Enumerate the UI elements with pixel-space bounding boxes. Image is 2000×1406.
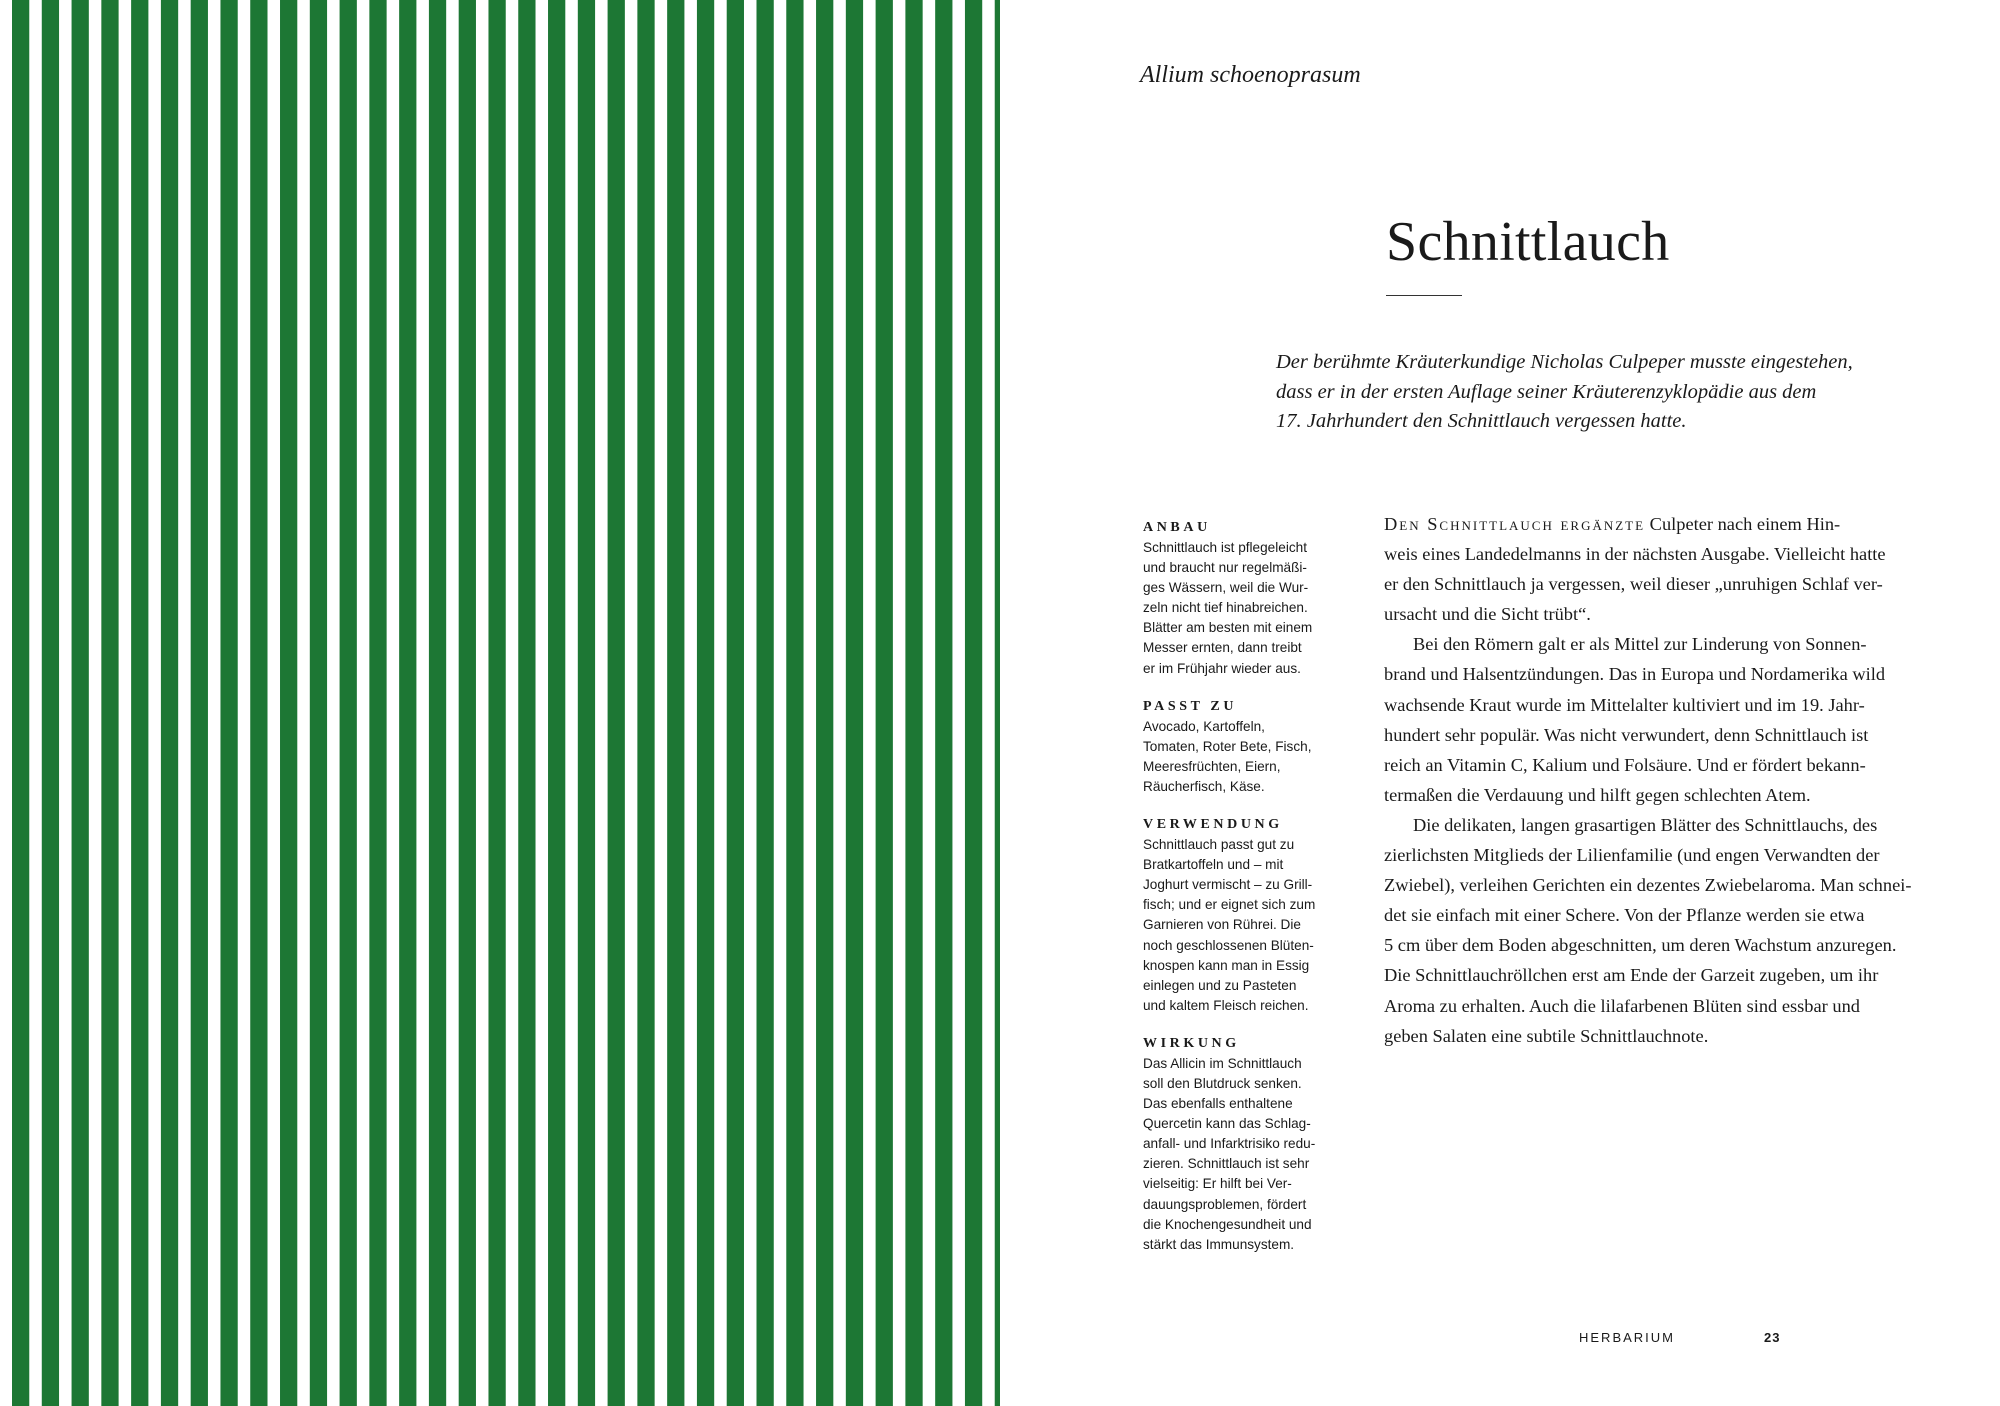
body-text-line: reich an Vitamin C, Kalium und Folsäure. Und er fördert bekann- [1384,754,1866,775]
green-stripe [965,0,982,1406]
green-stripe [816,0,833,1406]
sidebar-text-line: einlegen und zu Pasteten [1143,977,1297,993]
green-stripe [42,0,59,1406]
green-stripe [340,0,357,1406]
green-stripe [637,0,654,1406]
intro-line: Der berühmte Kräuterkundige Nicholas Culpeper musste eingestehen, [1276,351,1853,373]
sidebar-text-line: er im Frühjahr wieder aus. [1143,660,1301,676]
green-stripe [220,0,237,1406]
green-stripe [12,0,29,1406]
green-stripe [608,0,625,1406]
sidebar-text-line: dauungsproblemen, fördert [1143,1196,1307,1212]
body-text-line: Aroma zu erhalten. Auch die lilafarbenen Blüten sind essbar und [1384,995,1860,1016]
green-stripe [697,0,714,1406]
green-stripe [131,0,148,1406]
info-sidebar [1143,518,1353,1273]
body-text-line: weis eines Landedelmanns in der nächsten Ausgabe. Vielleicht hatte [1384,544,1886,565]
sidebar-text-line: die Knochengesundheit und [1143,1216,1312,1232]
title-divider [1386,295,1462,296]
green-stripe [488,0,505,1406]
intro-paragraph [1276,348,1876,437]
green-stripe [161,0,178,1406]
sidebar-text-line: noch geschlossenen Blüten- [1143,937,1314,953]
sidebar-heading: VERWENDUNG [1143,817,1283,833]
sidebar-text-line: und kaltem Fleisch reichen. [1143,997,1309,1013]
sidebar-text-line: Blätter am besten mit einem [1143,620,1313,636]
paragraph-2 [1384,629,1944,810]
green-stripe [191,0,208,1406]
body-text-line: det sie einfach mit einer Schere. Von der Pflanze werden sie etwa [1384,905,1865,926]
green-stripe [429,0,446,1406]
page-number: 23 [1764,1330,1781,1345]
green-stripe [935,0,952,1406]
green-stripe [369,0,386,1406]
sidebar-text-line: vielseitig: Er hilft bei Ver- [1143,1176,1292,1192]
body-text-line: Bei den Römern galt er als Mittel zur Linderung von Sonnen- [1413,634,1867,655]
green-stripe [905,0,922,1406]
sidebar-text-line: und braucht nur regelmäßi- [1143,560,1307,576]
lead-in-smallcaps: Den Schnittlauch ergänzte [1384,514,1646,534]
sidebar-text-line: Tomaten, Roter Bete, Fisch, [1143,738,1312,754]
body-first-line [1384,509,1944,539]
intro-line: dass er in der ersten Auflage seiner Kräuterenzyklopädie aus dem [1276,380,1817,403]
green-stripe [250,0,267,1406]
sidebar-text-line: Garnieren von Rührei. Die [1143,917,1301,933]
sidebar-text-line: Quercetin kann das Schlag- [1143,1116,1311,1132]
green-stripe [518,0,535,1406]
sidebar-text-line: ges Wässern, weil die Wur- [1143,580,1309,596]
green-stripe [399,0,416,1406]
green-stripe [101,0,118,1406]
sidebar-heading: PASST ZU [1143,698,1238,714]
green-stripe [756,0,773,1406]
sidebar-text-line: Schnittlauch ist pflegeleicht [1143,540,1307,555]
body-text-line: hundert sehr populär. Was nicht verwundert, denn Schnittlauch ist [1384,724,1869,745]
sidebar-text-line: Meeresfrüchten, Eiern, [1143,758,1281,774]
green-stripe [310,0,327,1406]
sidebar-text-line: Das ebenfalls enthaltene [1143,1096,1293,1112]
body-text-line: Die Schnittlauchröllchen erst am Ende der Garzeit zugeben, um ihr [1384,965,1879,986]
text-page [1000,0,2000,1406]
green-stripe [727,0,744,1406]
body-text-line: Die delikaten, langen grasartigen Blätter des Schnittlauchs, des [1413,814,1878,835]
sidebar-text-line: anfall- und Infarktrisiko redu- [1143,1136,1316,1152]
green-stripe [667,0,684,1406]
sidebar-heading: ANBAU [1143,520,1211,535]
page-title: Schnittlauch [1386,211,1670,273]
green-stripe [578,0,595,1406]
sidebar-text-line: Joghurt vermischt – zu Grill- [1143,877,1313,893]
body-text [1384,509,1944,1051]
sidebar-text-line: zieren. Schnittlauch ist sehr [1143,1156,1310,1172]
sidebar-heading: WIRKUNG [1143,1035,1240,1051]
latin-name: Allium schoenoprasum [1140,62,1361,88]
body-text-line: brand und Halsentzündungen. Das in Europa und Nordamerika wild [1384,664,1886,685]
body-text-line: zierlichsten Mitglieds der Lilienfamilie (und engen Verwandten der [1384,845,1880,866]
sidebar-text-line: zeln nicht tief hinabreichen. [1143,600,1308,616]
sidebar-text-line: stärkt das Immunsystem. [1143,1236,1295,1252]
sidebar-text-line: soll den Blutdruck senken. [1143,1075,1302,1091]
sidebar-text-line: Das Allicin im Schnittlauch [1143,1055,1302,1071]
paragraph-1 [1384,539,1944,629]
body-text-line: er den Schnittlauch ja vergessen, weil dieser „unruhigen Schlaf ver- [1384,574,1883,595]
footer-book-title: HERBARIUM [1579,1330,1676,1345]
sidebar-section [1143,1034,1353,1255]
body-text-line: ursacht und die Sicht trübt“. [1384,604,1591,625]
sidebar-text-line: Avocado, Kartoffeln, [1143,718,1265,734]
green-stripe [786,0,803,1406]
paragraph-3 [1384,810,1944,1051]
body-text-line: wachsende Kraut wurde im Mittelalter kultiviert und im 19. Jahr- [1384,694,1865,715]
sidebar-text-line: Schnittlauch passt gut zu [1143,837,1295,853]
green-stripe [72,0,89,1406]
sidebar-section [1143,815,1353,1016]
green-stripe [846,0,863,1406]
green-stripe [876,0,893,1406]
body-text-line: geben Salaten eine subtile Schnittlauchnote. [1384,1025,1709,1046]
body-text-line: Zwiebel), verleihen Gerichten ein dezentes Zwiebelaroma. Man schnei- [1384,875,1912,896]
first-line-rest: Culpeter nach einem Hin- [1645,514,1841,534]
sidebar-text-line: Messer ernten, dann treibt [1143,640,1302,656]
green-stripe [548,0,565,1406]
green-stripe [459,0,476,1406]
body-text-line: termaßen die Verdauung und hilft gegen schlechten Atem. [1384,784,1811,805]
sidebar-section [1143,697,1353,797]
sidebar-text-line: Räucherfisch, Käse. [1143,778,1265,794]
body-text-line: 5 cm über dem Boden abgeschnitten, um deren Wachstum anzuregen. [1384,935,1897,956]
sidebar-text-line: fisch; und er eignet sich zum [1143,897,1316,913]
sidebar-text-line: Bratkartoffeln und – mit [1143,857,1284,873]
green-stripe [280,0,297,1406]
intro-line: 17. Jahrhundert den Schnittlauch vergessen hatte. [1276,410,1687,432]
sidebar-section [1143,518,1353,679]
sidebar-text-line: knospen kann man in Essig [1143,957,1310,973]
